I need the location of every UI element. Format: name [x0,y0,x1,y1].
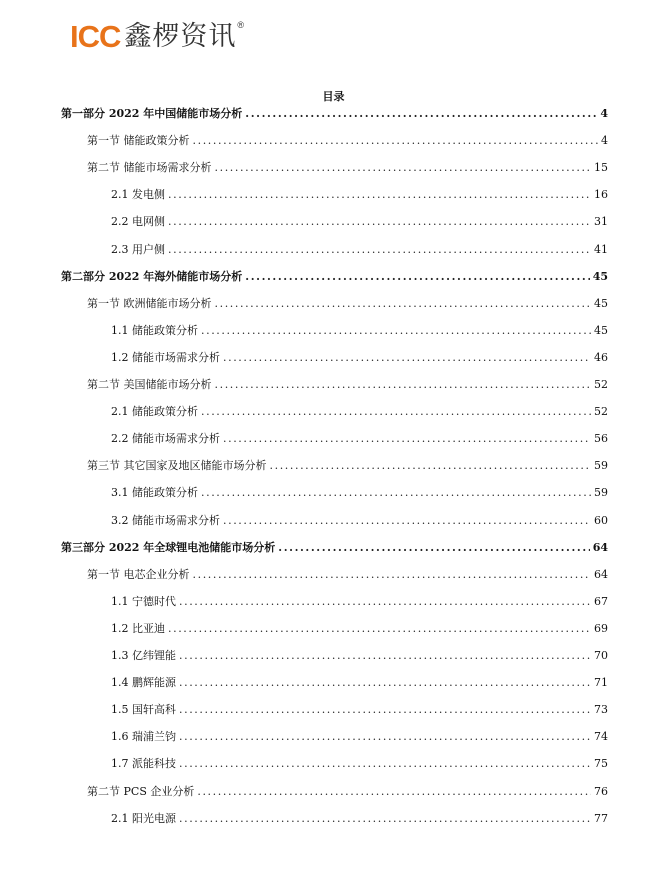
toc-entry-page: 67 [594,594,608,608]
toc-dot-leader [193,133,599,149]
logo-latin-text: ICC [70,18,121,54]
toc-entry[interactable] [87,133,608,149]
toc-entry-label: 1.4 鹏辉能源 [111,676,176,690]
toc-entry-label: 1.1 宁德时代 [111,594,176,608]
toc-entry-label: 第一节 欧洲储能市场分析 [87,296,212,310]
toc-dot-leader [201,323,591,339]
toc-entry[interactable] [111,187,608,203]
toc-entry-label: 第二节 PCS 企业分析 [87,784,195,798]
toc-entry-label: 2.1 储能政策分析 [111,405,198,419]
toc-dot-leader [215,296,592,312]
toc-entry[interactable] [87,784,608,800]
toc-title: 目录 [322,90,345,103]
toc-entry-label: 2.1 阳光电源 [111,811,176,825]
toc-entry-label: 第三部分 2022 年全球锂电池储能市场分析 [61,540,276,554]
toc-entry-page: 71 [594,676,608,690]
toc-dot-leader [179,594,591,610]
toc-entry-page: 45 [594,296,608,310]
toc-entry[interactable] [111,242,608,258]
toc-dot-leader [168,621,591,637]
toc-entry-label: 1.5 国轩高科 [111,703,176,717]
toc-entry-label: 第一部分 2022 年中国储能市场分析 [61,107,243,120]
toc-entry-page: 45 [592,269,608,283]
toc-entry-label: 1.7 派能科技 [111,757,176,771]
toc-entry-page: 4 [600,107,608,120]
toc-dot-leader [215,377,592,393]
toc-entry[interactable] [111,648,608,664]
toc-dot-leader [201,404,591,420]
toc-entry-page: 59 [594,459,608,473]
toc-entry[interactable] [111,350,608,366]
toc-entry-label: 2.1 发电侧 [111,188,165,202]
toc-entry-label: 1.3 亿纬锂能 [111,649,176,662]
company-logo [70,18,244,54]
toc-entry[interactable] [61,106,608,122]
toc-dot-leader [179,756,591,772]
toc-entry-page: 46 [594,350,608,364]
toc-entry-page: 52 [594,378,608,391]
toc-entry-page: 15 [594,161,608,175]
toc-entry-label: 第二部分 2022 年海外储能市场分析 [61,269,243,283]
toc-dot-leader [215,160,592,176]
toc-entry-label: 第一节 储能政策分析 [87,134,190,148]
toc-entry[interactable] [111,621,608,637]
toc-entry-page: 60 [594,513,608,527]
toc-entry[interactable] [87,160,608,176]
toc-entry[interactable] [111,513,608,529]
toc-entry-page: 77 [594,811,608,825]
logo-cjk-text: 鑫椤资讯 [124,20,237,52]
toc-dot-leader [179,675,591,691]
toc-entry[interactable] [111,214,608,230]
registered-mark: ® [237,20,245,30]
toc-entry-page: 45 [594,323,608,337]
toc-dot-leader [245,269,589,285]
toc-entry-label: 2.2 储能市场需求分析 [111,432,220,446]
toc-entry-page: 70 [594,649,608,662]
toc-dot-leader [201,485,591,501]
toc-dot-leader [179,811,591,827]
toc-entry-label: 1.1 储能政策分析 [111,323,198,337]
toc-entry-page: 16 [594,188,608,202]
toc-dot-leader [179,729,591,745]
toc-entry-page: 52 [594,405,608,419]
toc-entry-label: 第二节 美国储能市场分析 [87,378,212,391]
toc-entry[interactable] [61,269,608,285]
toc-dot-leader [193,567,592,583]
toc-entry-page: 64 [594,567,608,581]
toc-entry-page: 41 [594,242,608,256]
toc-entry-page: 74 [594,730,608,744]
toc-entry[interactable] [111,323,608,339]
toc-entry-page: 76 [594,784,608,798]
toc-entry[interactable] [111,811,608,827]
toc-entry-label: 第一节 电芯企业分析 [87,567,190,581]
toc-entry-label: 1.6 瑞浦兰钧 [111,730,176,744]
toc-dot-leader [197,784,591,800]
toc-entry-page: 64 [592,540,608,554]
toc-entry[interactable] [111,594,608,610]
toc-entry-label: 1.2 比亚迪 [111,621,165,635]
toc-entry[interactable] [87,296,608,312]
toc-entry-page: 56 [594,432,608,446]
toc-entry[interactable] [111,729,608,745]
toc-entry[interactable] [111,756,608,772]
toc-entry-page: 4 [601,134,608,148]
toc-dot-leader [278,540,589,556]
toc-dot-leader [179,702,591,718]
toc-dot-leader [223,350,591,366]
toc-entry-label: 2.2 电网侧 [111,215,165,229]
toc-entry[interactable] [87,567,608,583]
toc-entry[interactable] [111,431,608,447]
toc-entry-label: 3.1 储能政策分析 [111,486,198,500]
toc-entry-label: 1.2 储能市场需求分析 [111,350,220,364]
toc-dot-leader [245,106,597,122]
toc-dot-leader [223,513,591,529]
toc-entry[interactable] [111,702,608,718]
toc-entry-page: 73 [594,703,608,717]
toc-dot-leader [168,214,591,230]
toc-entry-label: 第三节 其它国家及地区储能市场分析 [87,459,267,473]
toc-entry-page: 69 [594,621,608,635]
toc-entry[interactable] [111,675,608,691]
toc-entry[interactable] [87,377,608,393]
toc-entry[interactable] [61,540,608,556]
toc-dot-leader [168,187,591,203]
toc-dot-leader [223,431,591,447]
toc-dot-leader [270,458,592,474]
toc-entry-page: 75 [594,757,608,771]
toc-entry-page: 31 [594,215,608,229]
toc-dot-leader [168,242,591,258]
toc-entry[interactable] [111,485,608,501]
toc-entry-label: 2.3 用户侧 [111,242,165,256]
toc-entry[interactable] [111,404,608,420]
toc-dot-leader [179,648,591,664]
toc-entry[interactable] [87,458,608,474]
toc-entry-label: 3.2 储能市场需求分析 [111,513,220,527]
toc-entry-page: 59 [594,486,608,500]
toc-entry-label: 第二节 储能市场需求分析 [87,161,212,175]
